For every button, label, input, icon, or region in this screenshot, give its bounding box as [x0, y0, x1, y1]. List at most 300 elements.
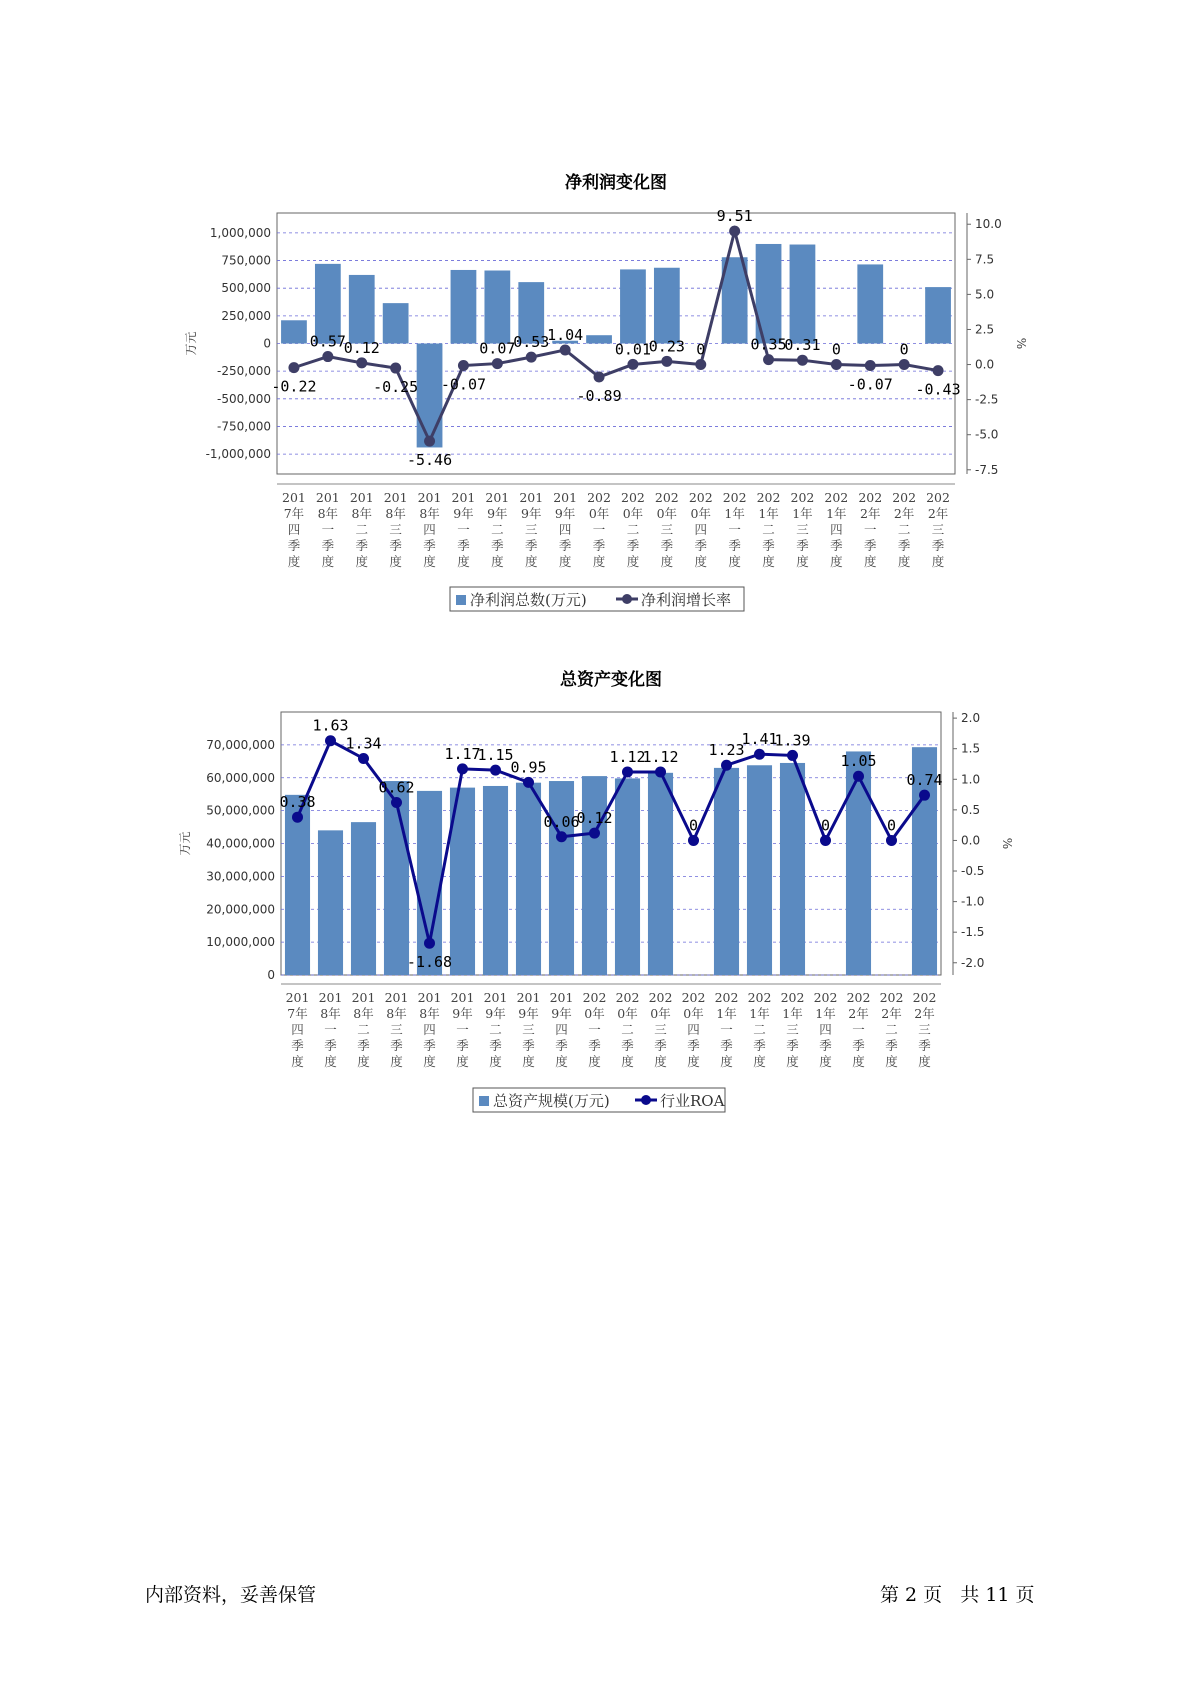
x-tick-label: 202 — [858, 490, 883, 505]
x-tick-label: 度 — [324, 1054, 337, 1069]
x-tick-label: 二 — [762, 522, 775, 537]
x-tick-label: 2年 — [881, 1006, 902, 1021]
y2-tick-label: 7.5 — [975, 252, 995, 267]
x-tick-label: 季 — [830, 538, 843, 553]
x-tick-label: 一 — [324, 1022, 337, 1037]
y2-tick-label: 2.0 — [961, 711, 981, 726]
x-tick-label: 二 — [489, 1022, 502, 1037]
x-tick-label: 季 — [558, 538, 572, 553]
x-tick-label: 季 — [753, 1038, 766, 1053]
y-tick-label: 40,000,000 — [206, 836, 275, 851]
footer-confidential: 内部资料，妥善保管 — [145, 1584, 317, 1606]
y2-tick-label: -2.0 — [961, 955, 985, 970]
x-tick-label: 201 — [318, 990, 343, 1005]
data-label: 0 — [886, 816, 897, 835]
x-tick-label: 季 — [592, 538, 606, 553]
series-point — [358, 753, 369, 764]
x-tick-label: 0年 — [690, 506, 711, 521]
x-tick-label: 度 — [321, 554, 335, 569]
data-label: 1.63 — [312, 716, 349, 735]
x-tick-label: 202 — [790, 490, 815, 505]
x-tick-label: 201 — [349, 490, 374, 505]
x-tick-label: 0年 — [683, 1006, 704, 1021]
x-tick-label: 201 — [483, 990, 508, 1005]
x-tick-label: 三 — [931, 522, 945, 537]
x-tick-label: 度 — [355, 554, 369, 569]
x-tick-label: 季 — [524, 538, 538, 553]
x-tick-label: 季 — [931, 538, 945, 553]
data-label: 0 — [831, 340, 841, 359]
x-tick-label: 8年 — [419, 506, 440, 521]
x-tick-label: 季 — [588, 1038, 601, 1053]
x-tick-label: 202 — [747, 990, 772, 1005]
x-tick-label: 三 — [796, 522, 809, 537]
x-tick-label: 季 — [626, 538, 640, 553]
series-point — [655, 766, 666, 777]
y2-tick-label: -5.0 — [975, 427, 999, 442]
x-tick-label: 度 — [918, 1054, 931, 1069]
y-tick-label: 60,000,000 — [206, 770, 275, 785]
x-tick-label: 201 — [450, 990, 475, 1005]
data-label: 0 — [696, 340, 706, 359]
x-tick-label: 8年 — [351, 506, 372, 521]
x-tick-label: 8年 — [320, 1006, 341, 1021]
y2-tick-label: -1.0 — [961, 894, 985, 909]
x-tick-label: 度 — [489, 1054, 502, 1069]
x-tick-label: 202 — [615, 990, 640, 1005]
x-tick-label: 季 — [897, 538, 911, 553]
x-tick-label: 度 — [457, 554, 470, 569]
x-tick-label: 季 — [885, 1038, 898, 1053]
x-tick-label: 度 — [555, 1054, 568, 1069]
y2-tick-label: 0.0 — [961, 833, 981, 848]
x-tick-label: 201 — [451, 490, 476, 505]
series-point — [820, 835, 831, 846]
x-tick-label: 季 — [423, 1038, 436, 1053]
y2-tick-label: -1.5 — [961, 925, 985, 940]
x-tick-label: 度 — [357, 1054, 370, 1069]
x-tick-label: 季 — [786, 1038, 799, 1053]
x-tick-label: 度 — [654, 1054, 667, 1069]
x-tick-label: 202 — [813, 990, 838, 1005]
bar — [582, 776, 607, 975]
data-label: 0.31 — [784, 336, 821, 355]
x-tick-label: 季 — [852, 1038, 865, 1053]
x-tick-label: 季 — [654, 1038, 667, 1053]
y2-tick-label: 5.0 — [975, 287, 995, 302]
x-tick-label: 度 — [885, 1054, 898, 1069]
x-tick-label: 季 — [522, 1038, 535, 1053]
x-tick-label: 一 — [456, 1022, 469, 1037]
x-tick-label: 季 — [355, 538, 369, 553]
x-tick-label: 201 — [417, 990, 442, 1005]
x-tick-label: 度 — [687, 1054, 700, 1069]
series-point — [622, 766, 633, 777]
x-tick-label: 二 — [491, 522, 504, 537]
x-tick-label: 季 — [762, 538, 775, 553]
x-tick-label: 8年 — [386, 1006, 407, 1021]
x-tick-label: 0年 — [617, 1006, 638, 1021]
x-tick-label: 度 — [728, 554, 741, 569]
data-label: 1.23 — [708, 741, 745, 760]
x-tick-label: 二 — [621, 1022, 634, 1037]
chart-title: 净利润变化图 — [565, 173, 667, 193]
x-tick-label: 0年 — [584, 1006, 605, 1021]
x-tick-label: 季 — [423, 538, 436, 553]
bar — [384, 781, 409, 975]
x-tick-label: 0年 — [656, 506, 678, 521]
data-label: 0.35 — [750, 335, 787, 354]
x-tick-label: 一 — [457, 522, 470, 537]
y-tick-label: 10,000,000 — [206, 935, 275, 950]
data-label: -0.22 — [271, 377, 317, 396]
y-tick-label: -750,000 — [217, 419, 271, 434]
x-tick-label: 9年 — [554, 506, 576, 521]
data-label: 0.23 — [648, 337, 685, 356]
bar — [318, 830, 343, 975]
x-tick-label: 202 — [722, 490, 747, 505]
x-tick-label: 一 — [720, 1022, 733, 1037]
x-tick-label: 四 — [558, 522, 572, 537]
x-tick-label: 度 — [694, 554, 708, 569]
data-label: -0.07 — [440, 375, 487, 394]
data-label: -0.25 — [373, 378, 419, 397]
x-tick-label: 度 — [819, 1054, 832, 1069]
x-tick-label: 一 — [321, 522, 335, 537]
y-tick-label: 500,000 — [221, 281, 271, 296]
x-tick-label: 9年 — [453, 506, 474, 521]
x-tick-label: 度 — [852, 1054, 865, 1069]
x-tick-label: 度 — [762, 554, 775, 569]
x-tick-label: 度 — [592, 554, 606, 569]
x-tick-label: 202 — [846, 990, 871, 1005]
series-point — [457, 763, 468, 774]
x-tick-label: 四 — [423, 522, 436, 537]
data-label: 1.41 — [741, 730, 778, 749]
x-tick-label: 三 — [918, 1022, 931, 1037]
x-tick-label: 度 — [626, 554, 640, 569]
data-label: 0 — [899, 340, 909, 359]
x-tick-label: 1年 — [815, 1006, 836, 1021]
x-tick-label: 201 — [516, 990, 541, 1005]
x-tick-label: 度 — [796, 554, 809, 569]
series-point — [721, 760, 732, 771]
y2-tick-label: 10.0 — [975, 217, 1002, 232]
y-tick-label: 50,000,000 — [206, 803, 275, 818]
x-tick-label: 三 — [522, 1022, 535, 1037]
data-label: 0.74 — [906, 771, 943, 790]
x-tick-label: 201 — [519, 490, 544, 505]
data-label: 1.12 — [642, 747, 679, 766]
x-tick-label: 三 — [389, 522, 402, 537]
legend-line-label: 净利润增长率 — [641, 591, 732, 609]
series-point — [391, 797, 402, 808]
data-label: 0.62 — [378, 778, 415, 797]
x-tick-label: 季 — [796, 538, 809, 553]
x-tick-label: 一 — [728, 522, 741, 537]
x-tick-label: 四 — [694, 522, 708, 537]
data-label: 0.06 — [543, 812, 580, 831]
y2-axis-label: % — [1014, 337, 1028, 350]
x-tick-label: 一 — [588, 1022, 601, 1037]
x-tick-label: 度 — [897, 554, 911, 569]
footer-page-number: 第 2 页 共 11 页 — [880, 1584, 1035, 1606]
data-label: 1.15 — [477, 746, 514, 765]
bar — [549, 781, 574, 975]
data-label: -0.89 — [576, 387, 622, 406]
x-tick-label: 201 — [417, 490, 442, 505]
x-tick-label: 202 — [756, 490, 781, 505]
x-tick-label: 1年 — [724, 506, 745, 521]
x-tick-label: 202 — [780, 990, 805, 1005]
x-tick-label: 0年 — [588, 506, 610, 521]
data-label: 0.01 — [614, 340, 652, 359]
x-tick-label: 1年 — [758, 506, 779, 521]
x-tick-label: 201 — [384, 990, 409, 1005]
x-tick-label: 度 — [491, 554, 504, 569]
x-tick-label: 四 — [687, 1022, 700, 1037]
series-point — [688, 835, 699, 846]
x-tick-label: 一 — [592, 522, 606, 537]
legend-line-marker — [641, 1095, 651, 1105]
x-tick-label: 四 — [830, 522, 843, 537]
x-tick-label: 度 — [524, 554, 538, 569]
x-tick-label: 一 — [852, 1022, 865, 1037]
x-tick-label: 202 — [879, 990, 904, 1005]
x-tick-label: 202 — [926, 490, 950, 505]
data-label: -5.46 — [406, 451, 453, 470]
x-tick-label: 三 — [654, 1022, 667, 1037]
x-tick-label: 1年 — [792, 506, 813, 521]
x-tick-label: 202 — [681, 990, 706, 1005]
series-point — [556, 831, 567, 842]
x-tick-label: 度 — [389, 554, 402, 569]
x-tick-label: 201 — [383, 490, 408, 505]
x-tick-label: 度 — [291, 1054, 304, 1069]
x-tick-label: 季 — [694, 538, 708, 553]
x-tick-label: 四 — [291, 1022, 304, 1037]
x-tick-label: 201 — [315, 490, 340, 505]
data-label: 0 — [688, 816, 699, 835]
x-tick-label: 季 — [720, 1038, 733, 1053]
series-point — [325, 735, 336, 746]
y-tick-label: 70,000,000 — [206, 737, 275, 752]
x-tick-label: 季 — [389, 538, 402, 553]
x-tick-label: 度 — [423, 554, 436, 569]
bar — [516, 783, 541, 975]
x-tick-label: 季 — [287, 538, 301, 553]
x-tick-label: 度 — [456, 1054, 469, 1069]
legend-line-label: 行业ROA — [660, 1092, 725, 1110]
legend-bar-swatch — [479, 1096, 489, 1106]
data-label: -0.07 — [847, 375, 893, 394]
y-tick-label: 30,000,000 — [206, 869, 275, 884]
y2-tick-label: 0.5 — [961, 802, 981, 817]
x-tick-label: 度 — [720, 1054, 733, 1069]
y2-tick-label: -0.5 — [961, 864, 985, 879]
series-point — [754, 749, 765, 760]
x-tick-label: 度 — [863, 554, 877, 569]
x-tick-label: 季 — [555, 1038, 568, 1053]
y-tick-label: 1,000,000 — [209, 225, 271, 240]
x-tick-label: 202 — [621, 490, 645, 505]
x-tick-label: 201 — [549, 990, 574, 1005]
bar — [351, 822, 376, 975]
chart-title: 总资产变化图 — [560, 670, 662, 690]
x-tick-label: 度 — [287, 554, 301, 569]
x-tick-label: 二 — [753, 1022, 766, 1037]
x-tick-label: 202 — [587, 490, 611, 505]
x-tick-label: 二 — [897, 522, 911, 537]
x-tick-label: 201 — [285, 990, 310, 1005]
x-tick-label: 三 — [786, 1022, 799, 1037]
x-tick-label: 9年 — [485, 1006, 506, 1021]
x-tick-label: 2年 — [860, 506, 881, 521]
x-tick-label: 1年 — [716, 1006, 737, 1021]
y2-tick-label: -2.5 — [975, 392, 999, 407]
y2-tick-label: 0.0 — [975, 357, 995, 372]
data-label: 1.39 — [774, 731, 811, 750]
x-tick-label: 202 — [648, 990, 673, 1005]
bar — [615, 778, 640, 975]
bar — [747, 765, 772, 975]
x-tick-label: 三 — [660, 522, 674, 537]
x-tick-label: 季 — [489, 1038, 502, 1053]
x-tick-label: 9年 — [518, 1006, 539, 1021]
x-tick-label: 度 — [522, 1054, 535, 1069]
y2-tick-label: -7.5 — [975, 462, 999, 477]
data-label: -1.68 — [406, 953, 453, 972]
x-tick-label: 7年 — [283, 506, 305, 521]
data-label: 0.53 — [513, 333, 550, 352]
data-label: 0.07 — [479, 339, 516, 358]
data-label: 0.95 — [510, 758, 547, 777]
x-tick-label: 8年 — [353, 1006, 374, 1021]
x-tick-label: 度 — [390, 1054, 403, 1069]
x-tick-label: 9年 — [487, 506, 508, 521]
x-tick-label: 季 — [687, 1038, 700, 1053]
x-tick-label: 0年 — [622, 506, 644, 521]
x-tick-label: 度 — [621, 1054, 634, 1069]
x-tick-label: 201 — [282, 490, 306, 505]
x-tick-label: 8年 — [419, 1006, 440, 1021]
x-tick-label: 202 — [714, 990, 739, 1005]
series-point — [490, 765, 501, 776]
x-tick-label: 1年 — [826, 506, 847, 521]
x-tick-label: 202 — [582, 990, 607, 1005]
x-tick-label: 202 — [912, 990, 937, 1005]
x-tick-label: 四 — [819, 1022, 832, 1037]
series-point — [424, 938, 435, 949]
y2-axis-label: % — [1000, 837, 1014, 850]
x-tick-label: 度 — [588, 1054, 601, 1069]
y-tick-label: -500,000 — [217, 391, 271, 406]
x-tick-label: 三 — [524, 522, 538, 537]
x-tick-label: 季 — [728, 538, 741, 553]
x-tick-label: 201 — [485, 490, 510, 505]
x-tick-label: 季 — [390, 1038, 403, 1053]
series-point — [787, 750, 798, 761]
x-tick-label: 度 — [753, 1054, 766, 1069]
data-label: 1.05 — [840, 752, 877, 771]
x-tick-label: 度 — [931, 554, 945, 569]
x-tick-label: 季 — [621, 1038, 634, 1053]
x-tick-label: 201 — [351, 990, 376, 1005]
x-tick-label: 四 — [423, 1022, 436, 1037]
data-label: -0.43 — [915, 380, 961, 399]
x-tick-label: 度 — [558, 554, 572, 569]
x-tick-label: 2年 — [893, 506, 915, 521]
data-label: 0.57 — [309, 332, 346, 351]
x-tick-label: 三 — [390, 1022, 403, 1037]
x-tick-label: 202 — [824, 490, 849, 505]
x-tick-label: 季 — [660, 538, 674, 553]
x-tick-label: 四 — [555, 1022, 568, 1037]
data-label: 9.51 — [716, 207, 753, 226]
bar — [483, 786, 508, 975]
legend-bar-label: 总资产规模(万元) — [493, 1092, 610, 1110]
x-tick-label: 201 — [553, 490, 578, 505]
x-tick-label: 四 — [287, 522, 301, 537]
y2-tick-label: 1.0 — [961, 772, 981, 787]
series-point — [886, 835, 897, 846]
x-tick-label: 季 — [457, 538, 470, 553]
legend-bar-label: 净利润总数(万元) — [470, 591, 587, 609]
y2-tick-label: 1.5 — [961, 741, 981, 756]
x-tick-label: 8年 — [385, 506, 406, 521]
x-tick-label: 二 — [885, 1022, 898, 1037]
series-point — [589, 828, 600, 839]
x-tick-label: 9年 — [551, 1006, 572, 1021]
data-label: 1.04 — [547, 325, 584, 344]
x-tick-label: 季 — [321, 538, 335, 553]
bar — [648, 773, 673, 975]
x-tick-label: 度 — [786, 1054, 799, 1069]
x-tick-label: 一 — [863, 522, 877, 537]
x-tick-label: 8年 — [317, 506, 339, 521]
data-label: 1.17 — [444, 744, 481, 763]
x-tick-label: 季 — [324, 1038, 337, 1053]
data-label: 0.12 — [576, 809, 613, 828]
x-tick-label: 9年 — [521, 506, 542, 521]
data-label: 1.12 — [609, 747, 646, 766]
y-tick-label: -250,000 — [217, 364, 271, 379]
x-tick-label: 202 — [688, 490, 713, 505]
x-tick-label: 2年 — [914, 1006, 935, 1021]
data-label: 1.34 — [345, 734, 382, 753]
series-point — [292, 812, 303, 823]
x-tick-label: 度 — [660, 554, 674, 569]
bar — [846, 751, 871, 975]
series-point — [919, 790, 930, 801]
series-point — [523, 777, 534, 788]
y-tick-label: 0 — [263, 336, 271, 351]
x-tick-label: 202 — [892, 490, 917, 505]
x-tick-label: 1年 — [749, 1006, 770, 1021]
x-tick-label: 1年 — [782, 1006, 803, 1021]
x-tick-label: 7年 — [287, 1006, 308, 1021]
x-tick-label: 季 — [291, 1038, 304, 1053]
x-tick-label: 季 — [491, 538, 504, 553]
x-tick-label: 二 — [357, 1022, 370, 1037]
x-tick-label: 2年 — [927, 506, 949, 521]
x-tick-label: 季 — [357, 1038, 370, 1053]
bar — [780, 763, 805, 975]
y-tick-label: 20,000,000 — [206, 902, 275, 917]
y-tick-label: 750,000 — [221, 253, 271, 268]
x-tick-label: 季 — [863, 538, 877, 553]
x-tick-label: 季 — [918, 1038, 931, 1053]
